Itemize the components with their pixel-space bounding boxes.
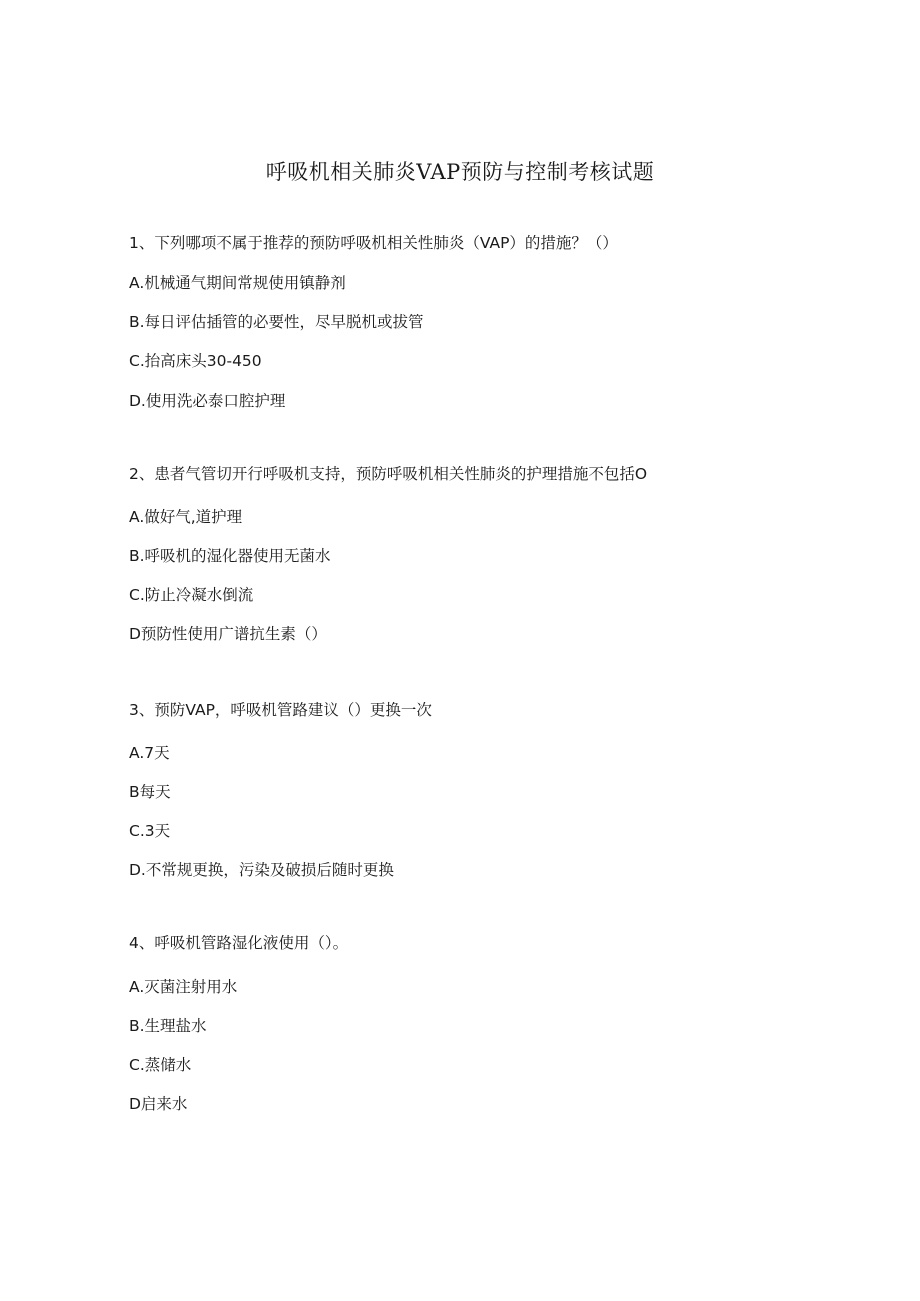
option-a: A.做好气,道护理 xyxy=(129,508,243,526)
option-d: D.不常规更换，污染及破损后随时更换 xyxy=(129,861,394,879)
option-d: D启来水 xyxy=(129,1095,188,1113)
option-b: B.呼吸机的湿化器使用无菌水 xyxy=(129,547,331,565)
question-text: 2、患者气管切开行呼吸机支持，预防呼吸机相关性肺炎的护理措施不包括O xyxy=(129,465,648,483)
option-c: C.抬高床头30-450 xyxy=(129,352,262,370)
option-b: B.生理盐水 xyxy=(129,1017,207,1035)
question-text: 4、呼吸机管路湿化液使用（）。 xyxy=(129,934,349,952)
option-c: C.3天 xyxy=(129,822,171,840)
option-d: D预防性使用广谱抗生素（） xyxy=(129,625,327,643)
option-a: A.机械通气期间常规使用镇静剂 xyxy=(129,274,346,292)
option-b: B每天 xyxy=(129,783,171,801)
option-c: C.防止冷凝水倒流 xyxy=(129,586,254,604)
option-b: B.每日评估插管的必要性，尽早脱机或拔管 xyxy=(129,313,424,331)
option-c: C.蒸储水 xyxy=(129,1056,192,1074)
question-text: 3、预防VAP，呼吸机管路建议（）更换一次 xyxy=(129,701,432,719)
option-d: D.使用洗必泰口腔护理 xyxy=(129,392,286,410)
option-a: A.灭菌注射用水 xyxy=(129,978,238,996)
page-title: 呼吸机相关肺炎VAP预防与控制考核试题 xyxy=(265,160,655,184)
option-a: A.7天 xyxy=(129,744,170,762)
question-text: 1、下列哪项不属于推荐的预防呼吸机相关性肺炎（VAP）的措施？（） xyxy=(129,234,618,252)
